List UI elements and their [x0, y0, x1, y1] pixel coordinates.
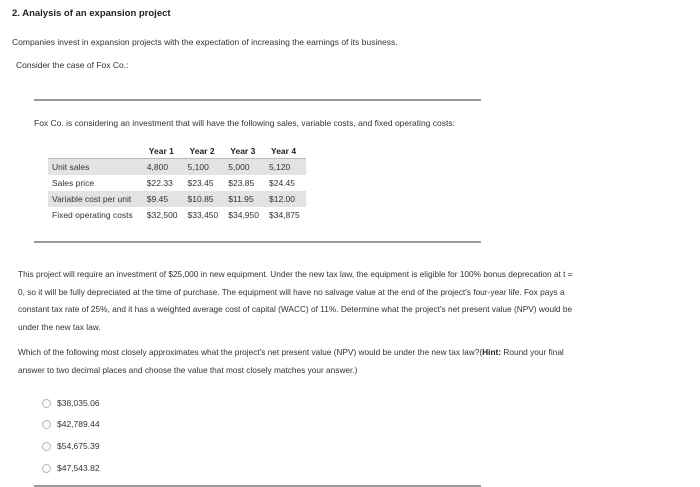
description-line: under the new tax law. — [18, 321, 101, 332]
row-label: Unit sales — [48, 159, 143, 176]
option-label[interactable]: $47,543.82 — [57, 463, 100, 473]
radio-button[interactable] — [42, 442, 51, 451]
answer-option[interactable] — [42, 439, 100, 453]
question-title: 2. Analysis of an expansion project — [12, 8, 171, 19]
table-cell: $22.33 — [146, 178, 173, 188]
table-cell: $10.85 — [184, 191, 225, 207]
table-header-cell: Year 4 — [271, 145, 297, 156]
table-cell: $9.45 — [143, 191, 184, 207]
consider-text: Consider the case of Fox Co.: — [16, 60, 129, 70]
table-cell: $23.85 — [228, 178, 255, 188]
project-description — [18, 266, 638, 336]
answer-option[interactable] — [42, 461, 100, 475]
table-cell: $12.00 — [265, 191, 306, 207]
radio-button[interactable] — [42, 420, 51, 429]
prompt-line: answer to two decimal places and choose the value that most closely matches your answer.) — [18, 364, 358, 375]
table-cell: $34,875 — [269, 210, 300, 220]
table-row — [48, 191, 306, 207]
divider — [34, 241, 481, 243]
table-header-cell: Year 1 — [148, 145, 174, 156]
radio-button[interactable] — [42, 399, 51, 408]
table-header-cell: Year 3 — [230, 145, 256, 156]
answer-option[interactable] — [42, 417, 100, 431]
table-cell: $33,450 — [187, 210, 219, 220]
radio-button[interactable] — [42, 464, 51, 473]
description-line: constant tax rate of 25%, and it has a weighted average cost of capital (WACC) of 11%. Determine what the project's net present value (NPV) would be — [18, 304, 573, 314]
divider — [34, 99, 481, 101]
table-lead-text: Fox Co. is considering an investment that will have the following sales, variable costs, and fixed operating costs: — [34, 118, 455, 128]
table-row — [48, 207, 306, 223]
table-row — [48, 175, 306, 191]
intro-text: Companies invest in expansion projects with the expectation of increasing the earnings of its business. — [12, 37, 398, 47]
table-header-row — [48, 143, 306, 159]
prompt-line — [18, 344, 638, 362]
table-cell: $34,950 — [228, 210, 259, 220]
table-header-cell — [48, 143, 143, 159]
financials-table — [48, 143, 306, 223]
table-cell: 5,120 — [265, 159, 306, 176]
row-label: Sales price — [52, 178, 95, 188]
description-line: 0, so it will be fully depreciated at the time of purchase. The equipment will have no salvage value at the end of the project's four-year life. Fox pays a — [18, 286, 565, 297]
hint-label: Hint: — [482, 347, 502, 357]
row-label: Variable cost per unit — [48, 191, 143, 207]
table-cell: $23.45 — [187, 178, 214, 188]
prompt-text: Round your final — [501, 347, 564, 357]
table-row — [48, 159, 306, 176]
table-header-cell: Year 2 — [189, 145, 215, 156]
row-label: Fixed operating costs — [52, 210, 133, 220]
table-cell: 5,100 — [184, 159, 225, 176]
option-label[interactable]: $54,675.39 — [57, 441, 100, 451]
table-cell: 5,000 — [224, 159, 265, 176]
description-line: This project will require an investment of $25,000 in new equipment. Under the new tax law, the equipment is eligible for 100% bonus deprecation at t = — [18, 269, 573, 279]
question-prompt — [18, 344, 638, 379]
table-cell: $32,500 — [146, 210, 178, 220]
table-cell: $24.45 — [269, 178, 295, 188]
option-label[interactable]: $38,035.06 — [57, 398, 100, 408]
prompt-text: Which of the following most closely approximates what the project's net present value (NPV) would be under the new tax law?( — [18, 347, 483, 357]
table-cell: 4,800 — [143, 159, 184, 176]
answer-option[interactable] — [42, 396, 100, 410]
table-cell: $11.95 — [224, 191, 265, 207]
option-label[interactable]: $42,789.44 — [57, 419, 100, 429]
